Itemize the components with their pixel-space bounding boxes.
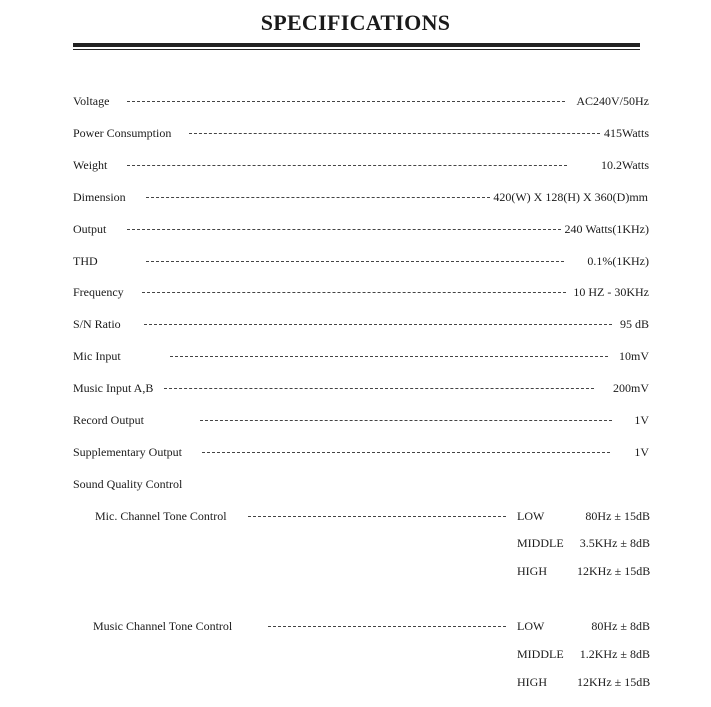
spec-label: THD	[73, 254, 98, 268]
spec-value: 10.2Watts	[600, 158, 649, 172]
band-name: HIGH	[517, 675, 547, 689]
spec-row-dimension	[0, 187, 711, 207]
dot-leader	[170, 356, 608, 357]
title-rule-thick	[73, 43, 640, 47]
spec-label: Supplementary Output	[73, 445, 182, 459]
spec-value: 10mV	[619, 349, 649, 363]
music-tone-label: Music Channel Tone Control	[93, 619, 233, 633]
dot-leader	[189, 133, 600, 134]
spec-row-voltage	[0, 91, 711, 111]
spec-value: 10 HZ - 30KHz	[573, 285, 649, 299]
spec-label: Voltage	[73, 94, 110, 108]
spec-value: 0.1%(1KHz)	[587, 254, 649, 268]
spec-value: 420(W) X 128(H) X 360(D)mm	[493, 190, 648, 204]
band-value: 12KHz ± 15dB	[577, 564, 651, 578]
dot-leader	[268, 626, 506, 627]
spec-value: 1V	[634, 445, 649, 459]
spec-label: Power Consumption	[73, 126, 172, 140]
dot-leader	[127, 229, 561, 230]
spec-row-frequency	[0, 282, 711, 302]
spec-label: Frequency	[73, 285, 124, 299]
spec-row-mic-input	[0, 346, 711, 366]
spec-value: AC240V/50Hz	[576, 94, 649, 108]
spec-label: Music Input A,B	[73, 381, 154, 395]
spec-row-power-consumption	[0, 123, 711, 143]
band-name: LOW	[517, 509, 545, 523]
dot-leader	[164, 388, 594, 389]
spec-label: Output	[73, 222, 107, 236]
band-value: 80Hz ± 15dB	[585, 509, 650, 523]
band-name: LOW	[517, 619, 545, 633]
dot-leader	[127, 101, 565, 102]
dot-leader	[248, 516, 506, 517]
mic-tone-label: Mic. Channel Tone Control	[95, 509, 227, 523]
band-value: 1.2KHz ± 8dB	[579, 647, 650, 661]
dot-leader	[200, 420, 612, 421]
band-value: 80Hz ± 8dB	[591, 619, 650, 633]
sound-quality-heading: Sound Quality Control	[73, 477, 183, 491]
spec-row-music-input	[0, 378, 711, 398]
band-name: MIDDLE	[517, 647, 564, 661]
spec-label: Dimension	[73, 190, 126, 204]
spec-row-record-output	[0, 410, 711, 430]
spec-label: Mic Input	[73, 349, 121, 363]
dot-leader	[146, 261, 564, 262]
spec-label: Weight	[73, 158, 108, 172]
band-name: MIDDLE	[517, 536, 564, 550]
spec-value: 415Watts	[603, 126, 649, 140]
dot-leader	[146, 197, 490, 198]
band-value: 3.5KHz ± 8dB	[579, 536, 650, 550]
dot-leader	[142, 292, 566, 293]
spec-value: 200mV	[613, 381, 649, 395]
spec-label: S/N Ratio	[73, 317, 121, 331]
spec-row-weight	[0, 155, 711, 175]
dot-leader	[144, 324, 612, 325]
spec-row-sn-ratio	[0, 314, 711, 334]
dot-leader	[127, 165, 567, 166]
spec-value: 95 dB	[619, 317, 649, 331]
page-title: SPECIFICATIONS	[260, 10, 451, 35]
band-value: 12KHz ± 15dB	[577, 675, 651, 689]
spec-row-output	[0, 219, 711, 239]
spec-value: 240 Watts(1KHz)	[564, 222, 649, 236]
spec-row-thd	[0, 251, 711, 271]
band-name: HIGH	[517, 564, 547, 578]
spec-label: Record Output	[73, 413, 144, 427]
dot-leader	[202, 452, 610, 453]
title-rule-thin	[73, 49, 640, 50]
spec-row-supplementary-output	[0, 442, 711, 462]
spec-value: 1V	[634, 413, 649, 427]
